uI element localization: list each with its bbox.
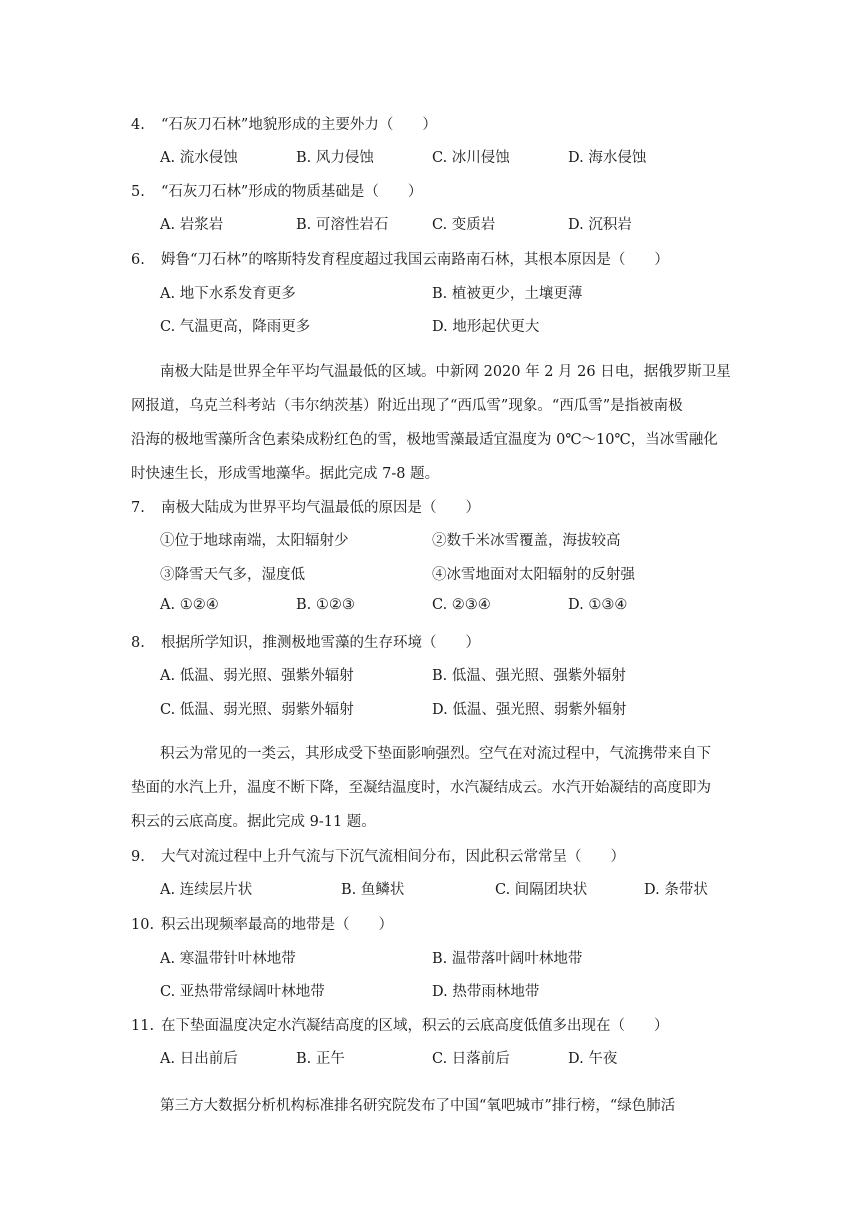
question-number: 6. <box>131 252 145 268</box>
question-7 <box>131 496 480 517</box>
option-c: C. 气温更高，降雨更多 <box>160 319 311 335</box>
passage-line: 第三方大数据分析机构标准排名研究院发布了中国“氧吧城市”排行榜，“绿色肺活 <box>160 1098 676 1114</box>
option-c: C. 亚热带常绿阔叶林地带 <box>160 984 325 1000</box>
option-a: A. ①②④ <box>160 597 219 613</box>
option-b: B. 低温、强光照、强紫外辐射 <box>432 668 626 684</box>
reading-passage-1 <box>131 355 731 491</box>
question-10 <box>131 913 393 934</box>
question-number: 4. <box>131 117 145 133</box>
question-stem: 姆鲁“刀石林”的喀斯特发育程度超过我国云南路南石林，其根本原因是（ ） <box>161 252 669 268</box>
option-a: A. 寒温带针叶林地带 <box>160 951 296 967</box>
option-c: C. 冰川侵蚀 <box>432 150 510 166</box>
question-9 <box>131 845 625 866</box>
option-d: D. 沉积岩 <box>568 217 632 233</box>
question-number: 9. <box>131 849 145 865</box>
statement-4: ④冰雪地面对太阳辐射的反射强 <box>432 567 635 583</box>
question-stem: “石灰刀石林”地貌形成的主要外力（ ） <box>161 117 437 133</box>
option-c: C. ②③④ <box>432 597 491 613</box>
option-b: B. 温带落叶阔叶林地带 <box>432 951 583 967</box>
option-b: B. ①②③ <box>296 597 355 613</box>
option-a: A. 地下水系发育更多 <box>160 286 296 302</box>
option-a: A. 低温、弱光照、强紫外辐射 <box>160 668 354 684</box>
question-number: 8. <box>131 635 145 651</box>
question-4 <box>131 113 437 134</box>
option-c: C. 间隔团块状 <box>495 882 588 898</box>
option-d: D. 条带状 <box>644 882 708 898</box>
statement-3: ③降雪天气多，湿度低 <box>160 567 305 583</box>
option-a: A. 岩浆岩 <box>160 217 224 233</box>
passage-line: 沿海的极地雪藻所含色素染成粉红色的雪，极地雪藻最适宜温度为 0℃～10℃，当冰雪融化 <box>131 432 718 448</box>
option-b: B. 风力侵蚀 <box>296 150 374 166</box>
option-c: C. 低温、弱光照、弱紫外辐射 <box>160 702 354 718</box>
passage-line: 网报道，乌克兰科考站（韦尔纳茨基）附近出现了“西瓜雪”现象。“西瓜雪”是指被南极 <box>131 398 683 414</box>
question-number: 7. <box>131 500 145 516</box>
passage-line: 积云为常见的一类云，其形成受下垫面影响强烈。空气在对流过程中，气流携带来自下 <box>160 746 711 762</box>
option-c: C. 变质岩 <box>432 217 496 233</box>
option-d: D. 海水侵蚀 <box>568 150 647 166</box>
option-d: D. 热带雨林地带 <box>432 984 540 1000</box>
question-stem: 在下垫面温度决定水汽凝结高度的区域，积云的云底高度低值多出现在（ ） <box>161 1018 669 1034</box>
statement-2: ②数千米冰雪覆盖，海拔较高 <box>432 533 621 549</box>
option-c: C. 日落前后 <box>432 1051 510 1067</box>
question-stem: 南极大陆成为世界平均气温最低的原因是（ ） <box>161 500 480 516</box>
reading-passage-2 <box>131 737 731 839</box>
question-number: 5. <box>131 184 145 200</box>
option-b: B. 正午 <box>296 1051 345 1067</box>
question-11 <box>131 1014 669 1035</box>
question-stem: 积云出现频率最高的地带是（ ） <box>161 917 393 933</box>
option-a: A. 流水侵蚀 <box>160 150 238 166</box>
reading-passage-3 <box>131 1089 731 1123</box>
option-a: A. 日出前后 <box>160 1051 238 1067</box>
option-d: D. 午夜 <box>568 1051 618 1067</box>
statement-1: ①位于地球南端，太阳辐射少 <box>160 533 349 549</box>
passage-line: 积云的云底高度。据此完成 9-11 题。 <box>131 814 376 830</box>
option-a: A. 连续层片状 <box>160 882 253 898</box>
option-b: B. 鱼鳞状 <box>341 882 405 898</box>
option-d: D. 低温、强光照、弱紫外辐射 <box>432 702 627 718</box>
passage-line: 垫面的水汽上升，温度不断下降，至凝结温度时，水汽凝结成云。水汽开始凝结的高度即为 <box>131 780 711 796</box>
passage-line: 时快速生长，形成雪地藻华。据此完成 7-8 题。 <box>131 466 440 482</box>
option-d: D. ①③④ <box>568 597 628 613</box>
question-stem: 大气对流过程中上升气流与下沉气流相间分布，因此积云常常呈（ ） <box>161 849 625 865</box>
question-5 <box>131 180 422 201</box>
question-8 <box>131 631 480 652</box>
option-d: D. 地形起伏更大 <box>432 319 540 335</box>
question-stem: 根据所学知识，推测极地雪藻的生存环境（ ） <box>161 635 480 651</box>
question-number: 10. <box>131 917 155 933</box>
question-number: 11. <box>131 1018 155 1034</box>
question-6 <box>131 248 669 269</box>
option-b: B. 植被更少，土壤更薄 <box>432 286 583 302</box>
question-stem: “石灰刀石林”形成的物质基础是（ ） <box>161 184 423 200</box>
option-b: B. 可溶性岩石 <box>296 217 389 233</box>
passage-line: 南极大陆是世界全年平均气温最低的区域。中新网 2020 年 2 月 26 日电，据俄罗斯卫星 <box>160 364 731 380</box>
